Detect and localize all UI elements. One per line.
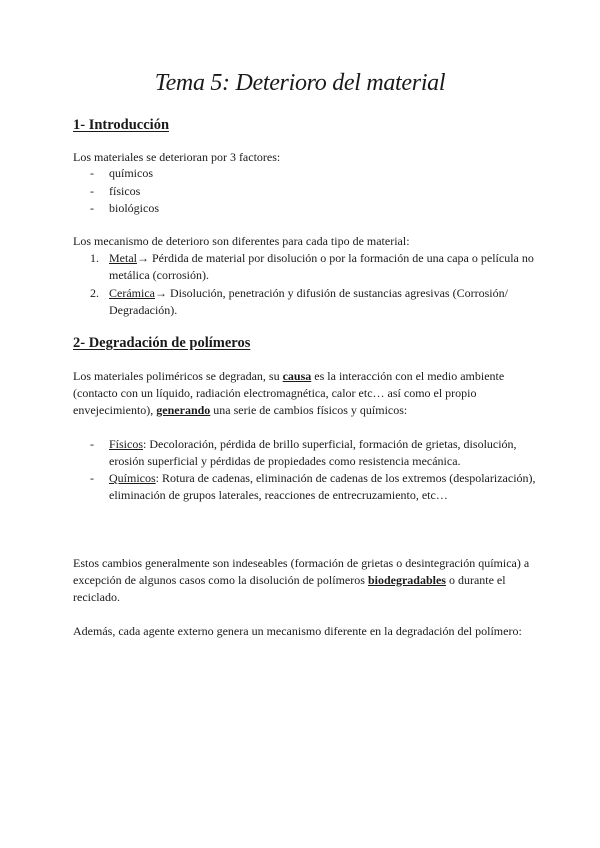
material-description: Disolución, penetración y difusión de sustancias agresivas (Corrosión/ Degradación). (109, 286, 508, 317)
material-term: Metal (109, 251, 137, 265)
material-term: Cerámica (109, 286, 155, 300)
arrow: → (154, 286, 167, 300)
list-number: 2. (90, 286, 99, 300)
list-number: 1. (90, 251, 99, 265)
change-description: : Decoloración, pérdida de brillo superficial, formación de grietas, disolución, erosión superficial y pérdidas de propiedades como resistencia mecánica. (109, 437, 517, 468)
agents-paragraph: Además, cada agente externo genera un mecanismo diferente en la degradación del polímero: (73, 624, 522, 638)
changes-paragraph (73, 555, 533, 606)
arrow: → (137, 251, 149, 265)
emphasis-biodegradables: biodegradables (367, 573, 446, 587)
change-description: : Rotura de cadenas, eliminación de cadenas de los extremos (despolarización), eliminación de grupos laterales, reacciones de entrecruzamiento, etc… (109, 471, 536, 502)
list-item (90, 436, 540, 470)
list-item (90, 470, 540, 504)
list-item: - físicos (90, 183, 159, 201)
text-run: es la interacción con el medio ambiente (contacto con un líquido, radiación electromagnética, calor etc… así como el propio envejecimiento), (73, 369, 505, 417)
document-title: Tema 5: Deterioro del material (154, 70, 446, 96)
factors-intro: Los materiales se deterioran por 3 factores: (73, 150, 281, 164)
polymers-paragraph (73, 368, 533, 419)
emphasis-generando: generando (156, 403, 211, 417)
text-run: una serie de cambios físicos y químicos: (210, 403, 408, 417)
list-item (90, 250, 540, 284)
change-term: Químicos (109, 471, 156, 485)
material-description: Pérdida de material por disolución o por la formación de una capa o película no metálica (corrosión). (109, 251, 534, 282)
materials-list (90, 250, 540, 320)
text-run: Los materiales poliméricos se degradan, su (73, 369, 283, 383)
section-heading-degradacion: 2- Degradación de polímeros (73, 335, 251, 351)
text-run: o durante el reciclado. (73, 573, 506, 604)
change-term: Físicos (109, 437, 144, 451)
factors-list (90, 165, 159, 218)
changes-list (90, 436, 540, 504)
section-heading-introduccion: 1- Introducción (73, 117, 170, 133)
emphasis-causa: causa (282, 369, 312, 383)
list-item: - biológicos (90, 200, 159, 218)
list-item (90, 285, 540, 319)
mechanism-intro: Los mecanismo de deterioro son diferentes para cada tipo de material: (73, 234, 410, 248)
text-run: Estos cambios generalmente son indeseables (formación de grietas o desintegración química) a excepción de algunos casos como la disolución de polímeros (73, 556, 530, 587)
list-item: - químicos (90, 165, 159, 183)
